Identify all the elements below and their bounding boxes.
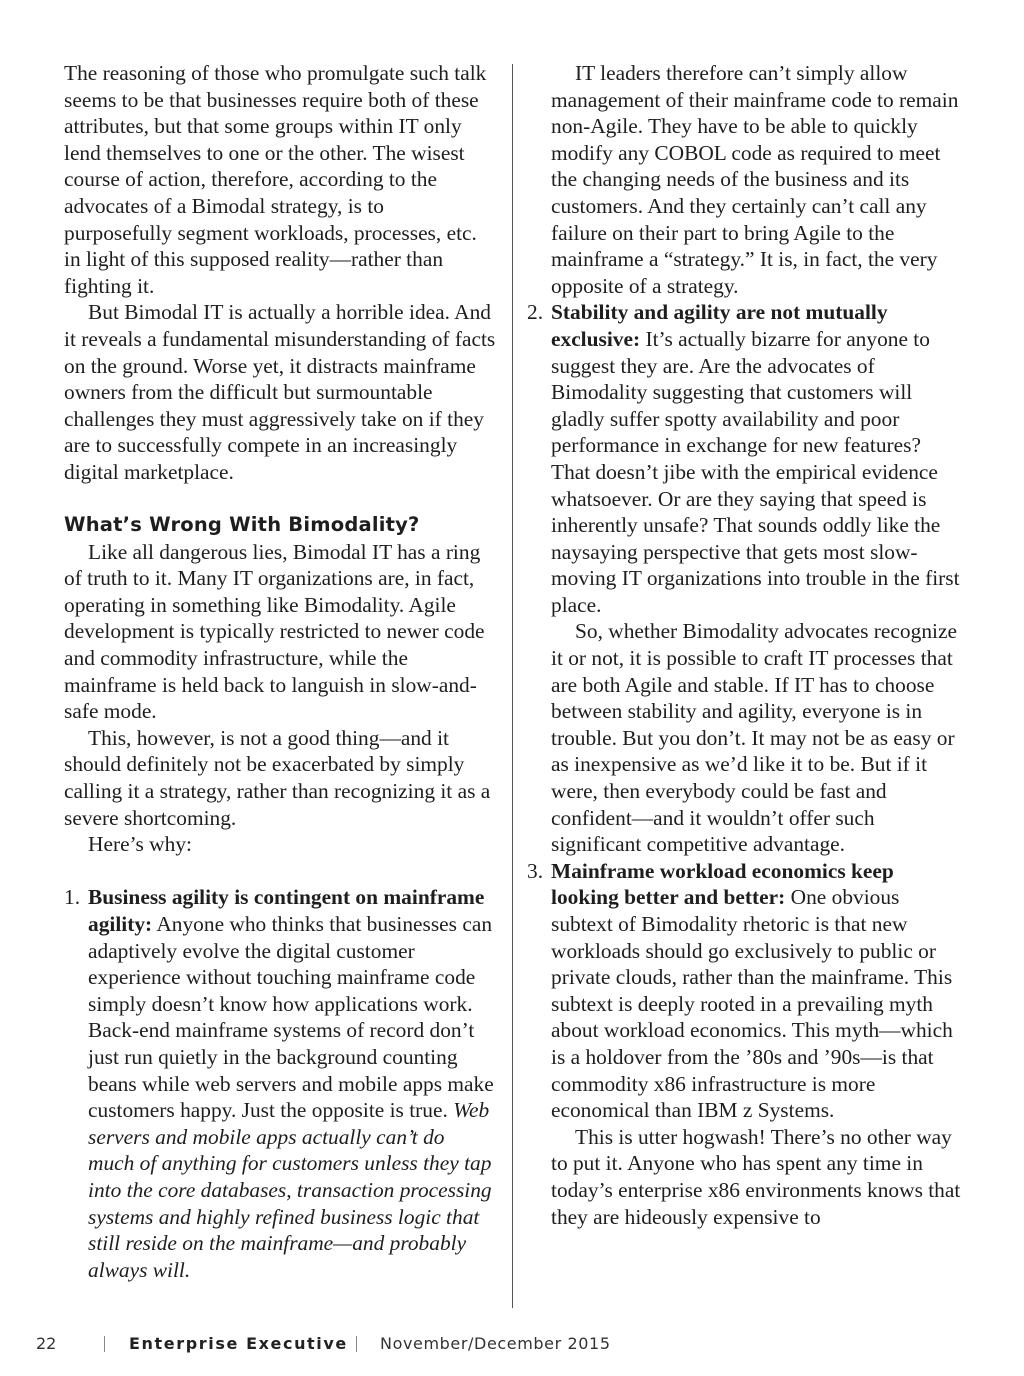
issue-date: November/December 2015 — [380, 1334, 611, 1353]
footer-divider — [104, 1336, 105, 1352]
footer-divider — [356, 1336, 357, 1352]
list-item-lead: Business agility is contingent on mainframe agility: — [88, 885, 485, 936]
paragraph: IT leaders therefore can’t simply allow management of their mainframe code to remain non-Agile. They have to be able to quickly modify any COBOL code as required to meet the changing needs of the business and its customers. And they certainly can’t call any failure on their part to bring Agile to the mainframe a “strategy.” It is, in fact, the very opposite of a strategy. — [551, 61, 959, 298]
column-divider — [512, 64, 513, 1308]
list-item-body — [88, 884, 496, 1283]
section-heading: What’s Wrong With Bimodality? — [64, 513, 420, 537]
list-item-text: Anyone who thinks that businesses can adaptively evolve the digital customer experience without touching mainframe code simply doesn’t know how applications work. Back-end mainframe systems of record don’t just run quietly in the background counting beans while web servers and mobile apps make customers happy. Just the opposite is true. — [88, 912, 494, 1123]
list-item-lead: Stability and agility are not mutually exclusive: — [551, 300, 888, 351]
publication-name: Enterprise Executive — [129, 1334, 348, 1353]
list-item-body — [551, 858, 963, 1124]
right-column — [527, 60, 963, 1230]
paragraph: Like all dangerous lies, Bimodal IT has a ring of truth to it. Many IT organizations are, in fact, operating in something like Bimodality. Agile development is typically restricted to newer code and commodity infrastructure, while the mainframe is held back to languish in slow-and-safe mode. — [64, 539, 485, 724]
list-number: 3. — [527, 858, 544, 883]
list-item — [527, 858, 963, 1124]
list-item — [527, 299, 963, 618]
list-number: 1. — [64, 885, 81, 910]
paragraph: The reasoning of those who promulgate such talk seems to be that businesses require both of these attributes, but that some groups within IT only lend themselves to one or the other. The wisest course of action, therefore, according to the advocates of a Bimodal strategy, is to purposefully segment workloads, processes, etc. in light of this supposed reality—rather than fighting it. — [64, 61, 487, 298]
list-item-emphasis: Web servers and mobile apps actually can’t do much of anything for customers unless they tap into the core databases, transaction processing systems and highly refined business logic that still reside on the mainframe—and probably always will. — [88, 1098, 492, 1282]
paragraph: This, however, is not a good thing—and it should definitely not be exacerbated by simply calling it a strategy, rather than recognizing it as a severe shortcoming. — [64, 725, 491, 830]
spacer — [64, 858, 496, 885]
list-item-text: It’s actually bizarre for anyone to suggest they are. Are the advocates of Bimodality suggesting that customers will gladly suffer spotty availability and poor performance in exchange for new features? That doesn’t jibe with the empirical evidence whatsoever. Or are they saying that speed is inherently unsafe? That sounds oddly like the naysaying perspective that gets most slow-moving IT organizations into trouble in the first place. — [551, 326, 960, 617]
page-number: 22 — [36, 1334, 57, 1353]
list-number: 2. — [527, 300, 544, 325]
list-item — [64, 884, 496, 1283]
paragraph: This is utter hogwash! There’s no other way to put it. Anyone who has spent any time in today’s enterprise x86 environments knows that they are hideously expensive to — [551, 1124, 961, 1229]
paragraph: But Bimodal IT is actually a horrible idea. And it reveals a fundamental misunderstanding of facts on the ground. Worse yet, it distracts mainframe owners from the difficult but surmountable challenges they must aggressively take on if they are to successfully compete in an increasingly digital marketplace. — [64, 300, 496, 484]
list-item-text: One obvious subtext of Bimodality rhetoric is that new workloads should go exclusively to public or private clouds, rather than the mainframe. This subtext is deeply rooted in a prevailing myth about workload economics. This myth—which is a holdover from the ’80s and ’90s—is that commodity x86 infrastructure is more economical than IBM z Systems. — [551, 885, 953, 1123]
paragraph: Here’s why: — [88, 832, 192, 857]
list-item-body — [551, 299, 963, 618]
list-item-lead: Mainframe workload economics keep looking better and better: — [551, 858, 894, 910]
paragraph: So, whether Bimodality advocates recognize it or not, it is possible to craft IT processes that are both Agile and stable. If IT has to choose between stability and agility, everyone is in trouble. But you don’t. It may not be as easy or as inexpensive as we’d like it to be. But if it were, then everybody could be fast and confident—and it wouldn’t offer such significant competitive advantage. — [551, 619, 957, 857]
left-column — [64, 60, 496, 1283]
